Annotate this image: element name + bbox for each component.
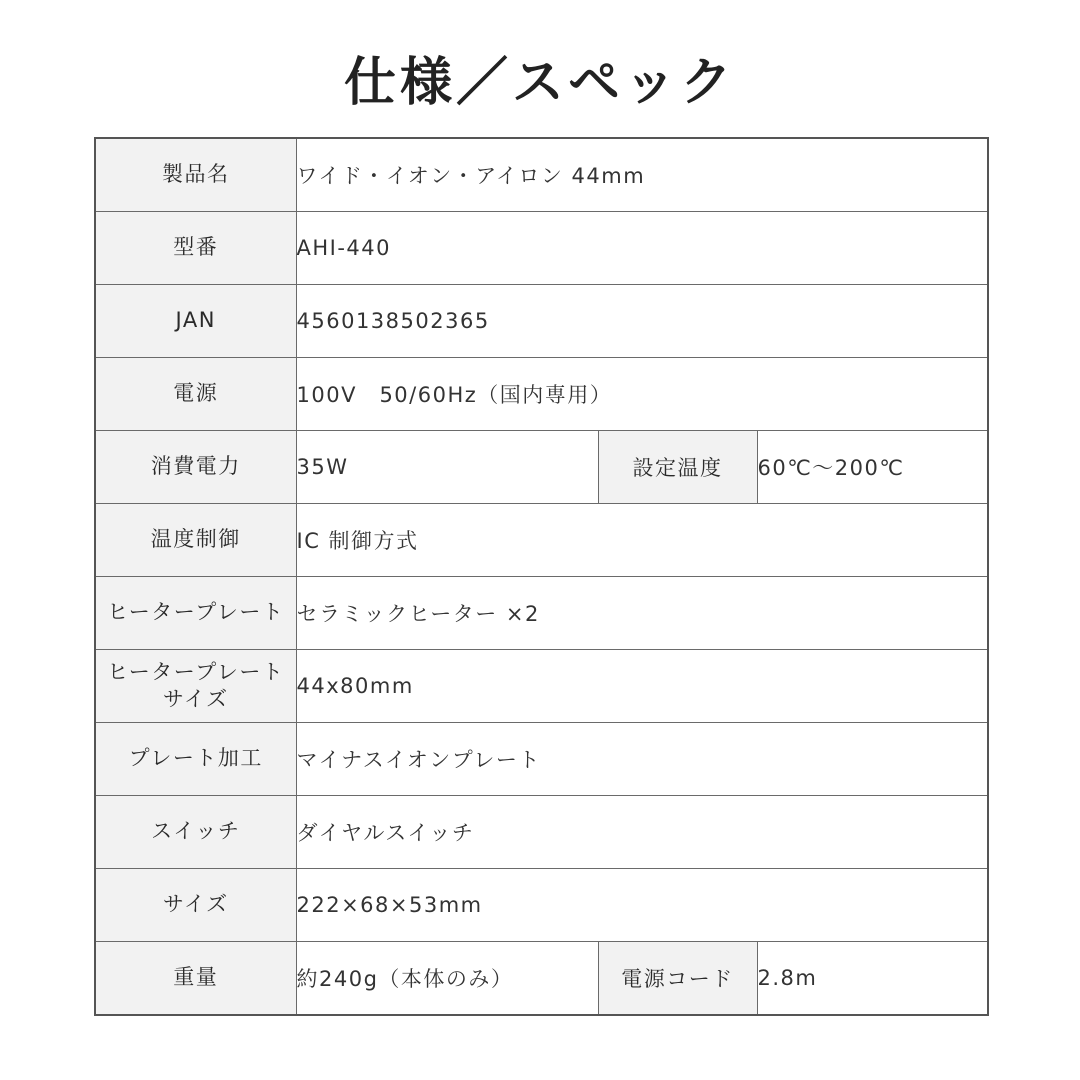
row-value: ワイド・イオン・アイロン 44mm bbox=[296, 138, 988, 212]
row-label: 温度制御 bbox=[95, 504, 296, 577]
table-row bbox=[95, 358, 988, 431]
table-row bbox=[95, 869, 988, 942]
table-row bbox=[95, 431, 988, 504]
row-value: セラミックヒーター ×2 bbox=[296, 577, 988, 650]
row-value: 約240g（本体のみ） bbox=[296, 942, 598, 1016]
row-value: AHI-440 bbox=[296, 212, 988, 285]
table-row bbox=[95, 942, 988, 1016]
table-row bbox=[95, 212, 988, 285]
row-sub-label: 設定温度 bbox=[598, 431, 757, 504]
row-value: 222×68×53mm bbox=[296, 869, 988, 942]
row-label: JAN bbox=[95, 285, 296, 358]
row-label-line2: サイズ bbox=[162, 687, 229, 711]
row-label: 製品名 bbox=[95, 138, 296, 212]
row-value: IC 制御方式 bbox=[296, 504, 988, 577]
row-label: ヒータープレート bbox=[95, 577, 296, 650]
row-value: 100V 50/60Hz（国内専用） bbox=[296, 358, 988, 431]
row-sub-label: 電源コード bbox=[598, 942, 757, 1016]
row-value: ダイヤルスイッチ bbox=[296, 796, 988, 869]
row-label: サイズ bbox=[95, 869, 296, 942]
row-label: 型番 bbox=[95, 212, 296, 285]
row-value: 4560138502365 bbox=[296, 285, 988, 358]
row-sub-value: 2.8m bbox=[757, 942, 988, 1016]
row-label bbox=[95, 650, 296, 723]
table-row bbox=[95, 138, 988, 212]
row-label: 電源 bbox=[95, 358, 296, 431]
row-label-line1: ヒータープレート bbox=[107, 659, 285, 684]
spec-table bbox=[94, 137, 989, 1016]
row-value: マイナスイオンプレート bbox=[296, 723, 988, 796]
row-value: 44x80mm bbox=[296, 650, 988, 723]
row-value: 35W bbox=[296, 431, 598, 504]
row-label: プレート加工 bbox=[95, 723, 296, 796]
table-row bbox=[95, 285, 988, 358]
table-row bbox=[95, 723, 988, 796]
row-label: 重量 bbox=[95, 942, 296, 1016]
row-label: 消費電力 bbox=[95, 431, 296, 504]
page-title: 仕様／スペック bbox=[343, 53, 736, 113]
table-row bbox=[95, 577, 988, 650]
row-sub-value: 60℃～200℃ bbox=[757, 431, 988, 504]
table-row bbox=[95, 504, 988, 577]
table-row bbox=[95, 796, 988, 869]
table-row bbox=[95, 650, 988, 723]
row-label: スイッチ bbox=[95, 796, 296, 869]
